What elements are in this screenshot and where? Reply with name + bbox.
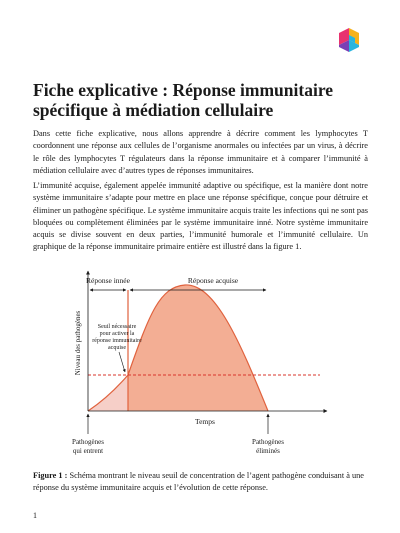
threshold-pointer (119, 352, 125, 372)
eliminated-label-2: éliminés (256, 447, 280, 455)
title-line-2: spécifique à médiation cellulaire (33, 100, 274, 120)
entry-label-1: Pathogènes (72, 438, 104, 446)
acquired-label: Réponse acquise (187, 276, 239, 285)
immune-response-figure (0, 262, 400, 467)
threshold-label-4: acquise (108, 345, 126, 351)
page-number: 1 (33, 511, 37, 520)
x-axis-label: Temps (195, 417, 215, 426)
caption-text: Schéma montrant le niveau seuil de concentration de l’agent pathogène conduisant à une réponse du système immunitaire acquis et l’évolution de cette réponse. (33, 471, 364, 493)
figure-caption (33, 470, 368, 495)
threshold-label-2: pour activer la (99, 331, 135, 337)
y-axis-label: Niveau des pathogènes (74, 310, 82, 376)
intro-paragraph: Dans cette fiche explicative, nous allons apprendre à décrire comment les lymphocytes T coordonnent une réponse aux cellules de l’organisme anormales ou infectées par un virus, à décrire le rôle des lymphocytes T régulateurs dans la réponse immunitaire et à comparer l’immunité à médiation cellulaire avec d’autres types de réponses immunitaires. (33, 129, 368, 175)
innate-response-area (88, 375, 128, 411)
title-line-1: Fiche explicative : Réponse immunitaire (33, 80, 334, 100)
threshold-label-1: Seuil nécessaire (97, 324, 137, 330)
entry-label-2: qui entrent (72, 447, 104, 455)
threshold-label-3: réponse immunitaire (92, 338, 142, 344)
page-title (33, 80, 373, 120)
logo-icon (336, 27, 362, 53)
eliminated-label-1: Pathogènes (252, 438, 284, 446)
innate-label: Réponse innée (86, 276, 130, 285)
caption-label: Figure 1 : (33, 471, 68, 480)
acquired-response-area (128, 285, 268, 411)
acquired-immunity-paragraph: L’immunité acquise, également appelée immunité adaptive ou spécifique, est la manière dont notre système immunitaire s’adapte pour mettre en place une réponse spécifique, conçue pour détruire et éliminer un pathogène spécifique. Le système immunitaire acquis traite les infections qui ne sont pas bloquées ou complètement éliminées par le système immunitaire inné. Notre système immunitaire acquis se divise souvent en deux parties, l’immunité humorale et l’immunité cellulaire. Un graphique de la réponse immunitaire primaire entière est illustré dans la figure 1. (33, 181, 368, 252)
